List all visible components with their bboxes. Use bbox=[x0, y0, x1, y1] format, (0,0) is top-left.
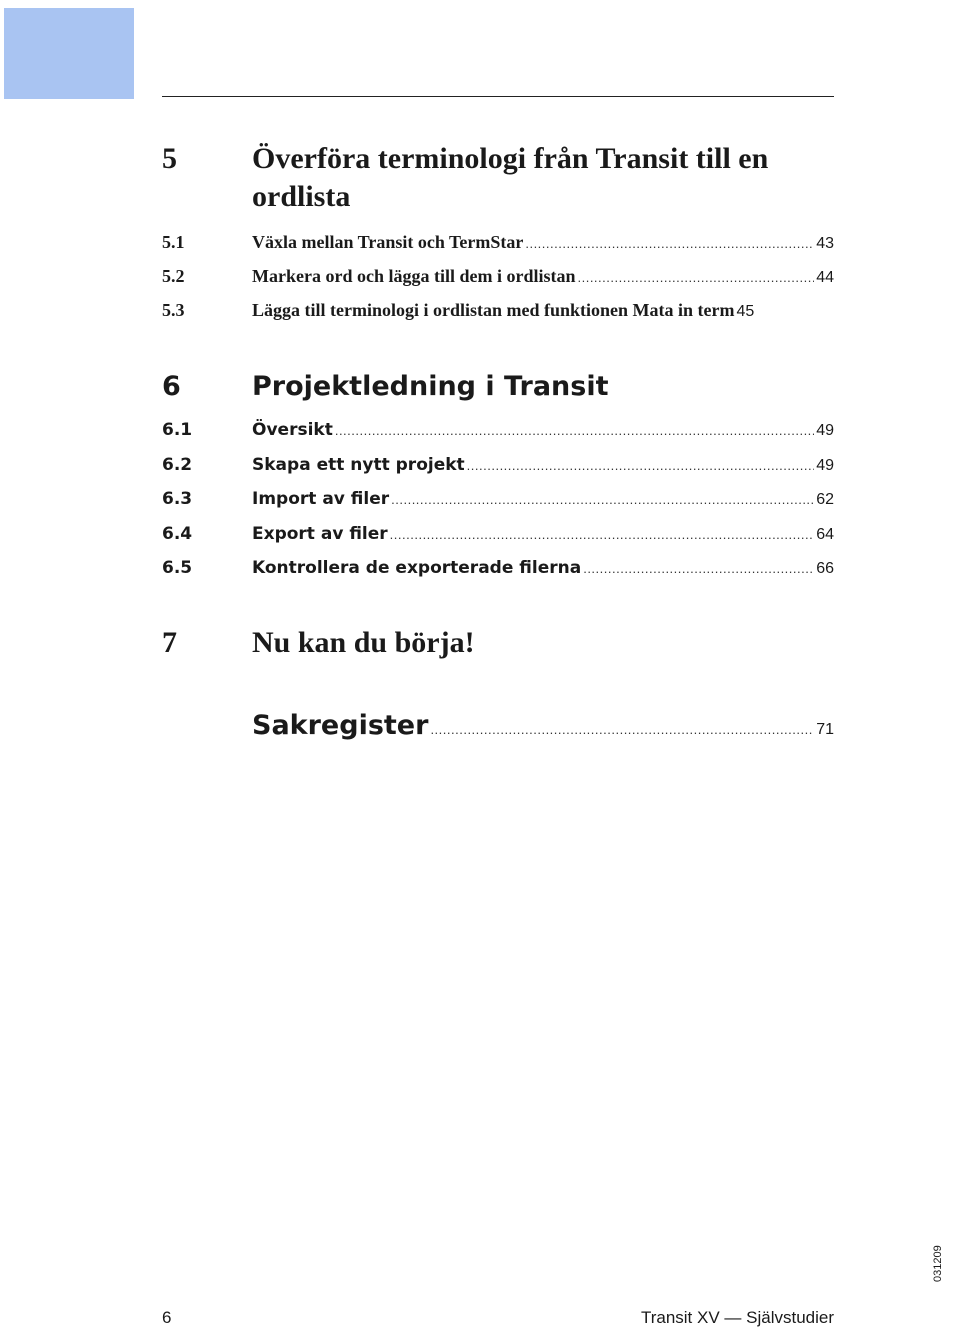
dot-leader bbox=[577, 264, 814, 292]
page-number: 62 bbox=[816, 491, 834, 508]
section-number: 5.2 bbox=[162, 266, 185, 286]
chapter-heading bbox=[162, 624, 834, 662]
toc-entry[interactable] bbox=[162, 228, 834, 256]
section-number: 6.2 bbox=[162, 455, 193, 475]
section-number: 5.3 bbox=[162, 300, 185, 320]
dot-leader bbox=[467, 452, 815, 480]
footer-page-number: 6 bbox=[162, 1308, 172, 1327]
side-print-code: 031209 bbox=[932, 1245, 944, 1282]
section-title: Import av filer bbox=[252, 489, 390, 509]
section-number: 6.4 bbox=[162, 524, 193, 544]
page-number: 66 bbox=[816, 560, 834, 577]
page-number: 71 bbox=[816, 721, 834, 738]
section-title: Växla mellan Transit och TermStar bbox=[252, 232, 524, 252]
section-title: Kontrollera de exporterade filerna bbox=[252, 558, 582, 578]
index-title: Sakregister bbox=[252, 710, 429, 741]
dot-leader bbox=[335, 417, 814, 445]
page-number: 45 bbox=[736, 303, 755, 320]
section-title: Export av filer bbox=[252, 524, 388, 544]
chapter-heading bbox=[162, 368, 834, 406]
toc-entry-index[interactable] bbox=[252, 710, 834, 741]
toc-entry[interactable] bbox=[162, 554, 834, 582]
dot-leader bbox=[583, 555, 814, 583]
chapter-title: Nu kan du börja! bbox=[252, 626, 475, 659]
toc-entry[interactable] bbox=[162, 262, 834, 290]
chapter-number: 7 bbox=[162, 626, 177, 659]
page-number: 64 bbox=[816, 526, 834, 543]
section-title: Skapa ett nytt projekt bbox=[252, 455, 465, 475]
toc-entry[interactable] bbox=[162, 451, 834, 479]
header-rule bbox=[162, 96, 834, 97]
page-number: 43 bbox=[816, 235, 834, 252]
footer-book-title: Transit XV — Självstudier bbox=[640, 1308, 834, 1327]
page-number: 49 bbox=[816, 457, 834, 474]
section-title: Markera ord och lägga till dem i ordlistan bbox=[252, 266, 576, 286]
chapter-title: Överföra terminologi från Transit till en ordlista bbox=[252, 142, 769, 213]
corner-color-block bbox=[4, 8, 134, 99]
toc-entry[interactable] bbox=[162, 520, 834, 548]
page-number: 49 bbox=[816, 422, 834, 439]
dot-leader bbox=[391, 486, 814, 514]
section-number: 6.1 bbox=[162, 420, 193, 440]
toc-entry[interactable] bbox=[162, 416, 834, 444]
dot-leader bbox=[430, 722, 814, 737]
dot-leader bbox=[525, 230, 814, 258]
chapter-title: Projektledning i Transit bbox=[252, 371, 609, 402]
section-title: Översikt bbox=[252, 420, 333, 440]
section-number: 6.5 bbox=[162, 558, 193, 578]
page-number: 44 bbox=[816, 269, 834, 286]
toc-entry[interactable] bbox=[162, 296, 834, 324]
section-number: 6.3 bbox=[162, 489, 193, 509]
chapter-heading bbox=[162, 140, 834, 216]
section-number: 5.1 bbox=[162, 232, 185, 252]
dot-leader bbox=[390, 521, 815, 549]
chapter-number: 6 bbox=[162, 371, 181, 402]
toc-entry[interactable] bbox=[162, 485, 834, 513]
section-title: Lägga till terminologi i ordlistan med funktionen Mata in term bbox=[252, 300, 735, 320]
chapter-number: 5 bbox=[162, 142, 177, 175]
